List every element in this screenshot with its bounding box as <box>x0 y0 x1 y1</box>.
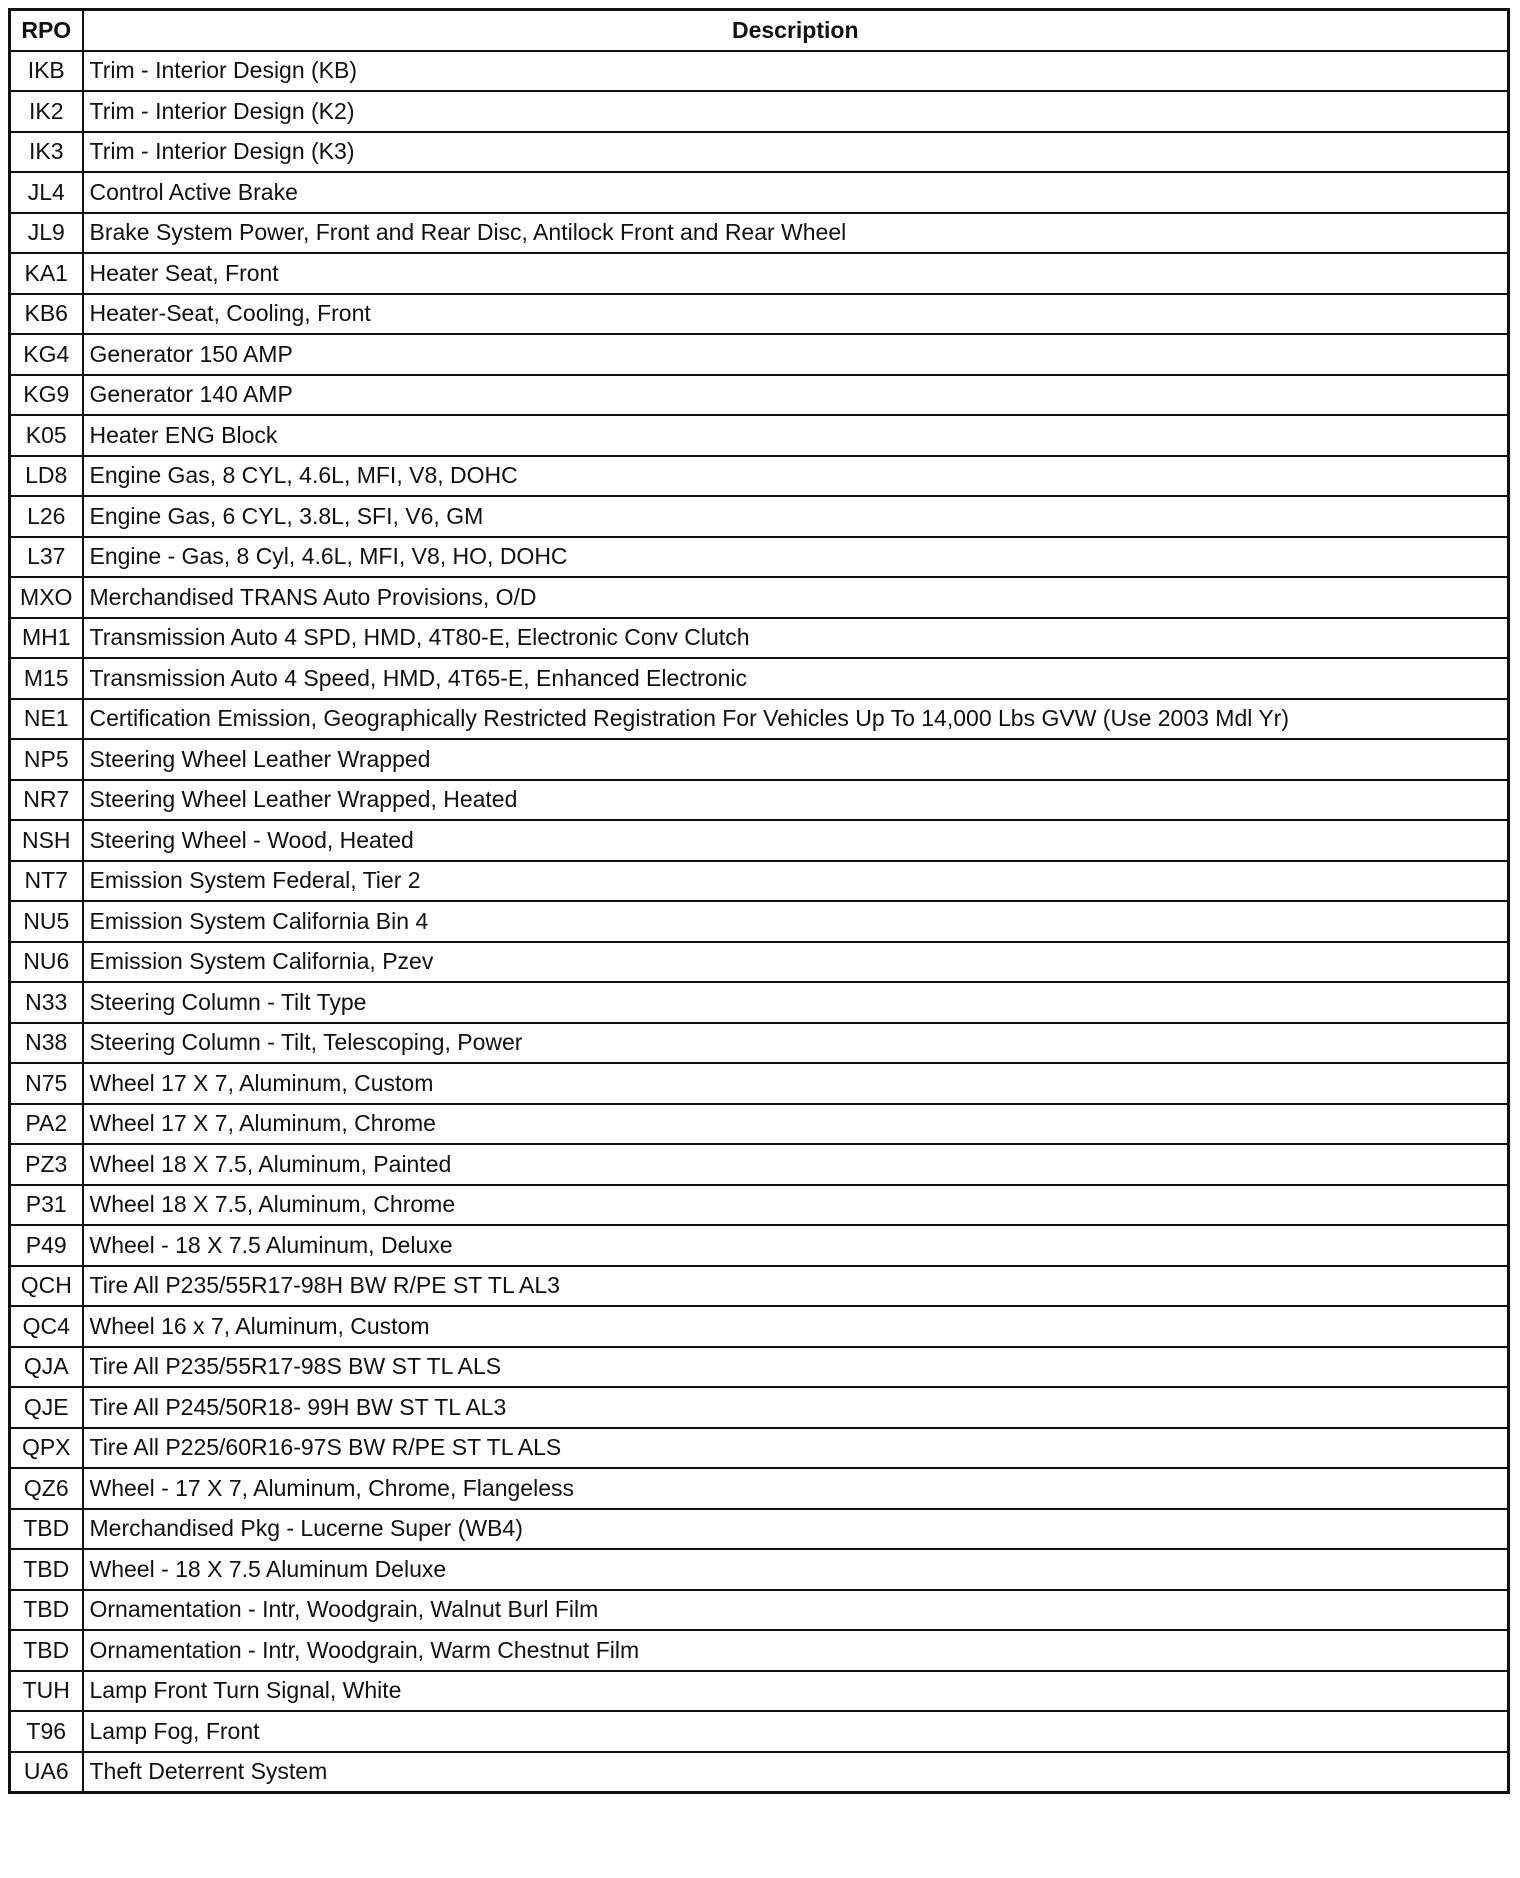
description-cell: Emission System California Bin 4 <box>83 901 1509 942</box>
rpo-code-cell: TBD <box>10 1590 83 1631</box>
rpo-code-cell: PA2 <box>10 1104 83 1145</box>
table-row <box>10 1063 1509 1104</box>
rpo-code-cell: QPX <box>10 1428 83 1469</box>
rpo-code-cell: KG9 <box>10 375 83 416</box>
table-row <box>10 1023 1509 1064</box>
table-row <box>10 1590 1509 1631</box>
description-cell: Steering Wheel Leather Wrapped <box>83 739 1509 780</box>
description-cell: Generator 150 AMP <box>83 334 1509 375</box>
table-row <box>10 820 1509 861</box>
description-cell: Steering Wheel Leather Wrapped, Heated <box>83 780 1509 821</box>
table-row <box>10 294 1509 335</box>
rpo-code-cell: QJA <box>10 1347 83 1388</box>
rpo-code-cell: PZ3 <box>10 1144 83 1185</box>
description-cell: Steering Column - Tilt, Telescoping, Power <box>83 1023 1509 1064</box>
rpo-code-cell: JL4 <box>10 172 83 213</box>
rpo-code-cell: QJE <box>10 1387 83 1428</box>
rpo-code-cell: N75 <box>10 1063 83 1104</box>
description-cell: Wheel - 18 X 7.5 Aluminum Deluxe <box>83 1549 1509 1590</box>
table-row <box>10 91 1509 132</box>
description-cell: Certification Emission, Geographically Restricted Registration For Vehicles Up To 14,000 Lbs GVW (Use 2003 Mdl Yr) <box>83 699 1509 740</box>
rpo-code-cell: P31 <box>10 1185 83 1226</box>
rpo-code-cell: TBD <box>10 1549 83 1590</box>
rpo-code-cell: M15 <box>10 658 83 699</box>
description-cell: Emission System California, Pzev <box>83 942 1509 983</box>
description-cell: Wheel 17 X 7, Aluminum, Custom <box>83 1063 1509 1104</box>
description-cell: Wheel 18 X 7.5, Aluminum, Painted <box>83 1144 1509 1185</box>
rpo-code-cell: IK2 <box>10 91 83 132</box>
rpo-code-cell: MH1 <box>10 618 83 659</box>
rpo-code-cell: TBD <box>10 1509 83 1550</box>
table-row <box>10 1468 1509 1509</box>
table-row <box>10 51 1509 92</box>
description-cell: Wheel 18 X 7.5, Aluminum, Chrome <box>83 1185 1509 1226</box>
rpo-code-cell: TBD <box>10 1630 83 1671</box>
rpo-code-cell: K05 <box>10 415 83 456</box>
table-row <box>10 334 1509 375</box>
rpo-code-cell: L37 <box>10 537 83 578</box>
description-cell: Tire All P235/55R17-98H BW R/PE ST TL AL3 <box>83 1266 1509 1307</box>
description-cell: Brake System Power, Front and Rear Disc, Antilock Front and Rear Wheel <box>83 213 1509 254</box>
description-cell: Wheel - 17 X 7, Aluminum, Chrome, Flangeless <box>83 1468 1509 1509</box>
description-cell: Trim - Interior Design (K2) <box>83 91 1509 132</box>
rpo-code-cell: QCH <box>10 1266 83 1307</box>
table-row <box>10 780 1509 821</box>
description-cell: Lamp Fog, Front <box>83 1711 1509 1752</box>
rpo-code-cell: NR7 <box>10 780 83 821</box>
description-cell: Trim - Interior Design (KB) <box>83 51 1509 92</box>
rpo-table <box>8 8 1510 1794</box>
description-cell: Heater ENG Block <box>83 415 1509 456</box>
rpo-column-header: RPO <box>10 10 83 51</box>
rpo-code-cell: QC4 <box>10 1306 83 1347</box>
description-cell: Ornamentation - Intr, Woodgrain, Walnut Burl Film <box>83 1590 1509 1631</box>
description-cell: Lamp Front Turn Signal, White <box>83 1671 1509 1712</box>
description-cell: Heater Seat, Front <box>83 253 1509 294</box>
rpo-code-cell: NU5 <box>10 901 83 942</box>
rpo-code-cell: KB6 <box>10 294 83 335</box>
description-cell: Generator 140 AMP <box>83 375 1509 416</box>
table-row <box>10 375 1509 416</box>
description-cell: Tire All P245/50R18- 99H BW ST TL AL3 <box>83 1387 1509 1428</box>
description-cell: Tire All P225/60R16-97S BW R/PE ST TL ALS <box>83 1428 1509 1469</box>
table-row <box>10 982 1509 1023</box>
table-row <box>10 1387 1509 1428</box>
rpo-code-cell: N38 <box>10 1023 83 1064</box>
description-cell: Trim - Interior Design (K3) <box>83 132 1509 173</box>
rpo-code-cell: P49 <box>10 1225 83 1266</box>
table-row <box>10 1266 1509 1307</box>
description-cell: Emission System Federal, Tier 2 <box>83 861 1509 902</box>
description-column-header: Description <box>83 10 1509 51</box>
rpo-code-cell: JL9 <box>10 213 83 254</box>
description-cell: Wheel - 18 X 7.5 Aluminum, Deluxe <box>83 1225 1509 1266</box>
rpo-code-cell: L26 <box>10 496 83 537</box>
table-row <box>10 253 1509 294</box>
description-cell: Ornamentation - Intr, Woodgrain, Warm Chestnut Film <box>83 1630 1509 1671</box>
description-cell: Wheel 16 x 7, Aluminum, Custom <box>83 1306 1509 1347</box>
rpo-code-cell: NT7 <box>10 861 83 902</box>
table-row <box>10 658 1509 699</box>
table-row <box>10 901 1509 942</box>
description-cell: Merchandised TRANS Auto Provisions, O/D <box>83 577 1509 618</box>
rpo-code-cell: NE1 <box>10 699 83 740</box>
table-row <box>10 1347 1509 1388</box>
rpo-code-cell: TUH <box>10 1671 83 1712</box>
table-row <box>10 132 1509 173</box>
rpo-code-cell: NP5 <box>10 739 83 780</box>
rpo-code-cell: NU6 <box>10 942 83 983</box>
header-row <box>10 10 1509 51</box>
table-row <box>10 1225 1509 1266</box>
description-cell: Heater-Seat, Cooling, Front <box>83 294 1509 335</box>
table-row <box>10 415 1509 456</box>
description-cell: Steering Wheel - Wood, Heated <box>83 820 1509 861</box>
table-body <box>10 51 1509 1793</box>
table-row <box>10 1549 1509 1590</box>
table-row <box>10 456 1509 497</box>
rpo-code-cell: QZ6 <box>10 1468 83 1509</box>
table-row <box>10 618 1509 659</box>
table-row <box>10 1630 1509 1671</box>
table-row <box>10 699 1509 740</box>
table-row <box>10 942 1509 983</box>
description-cell: Transmission Auto 4 Speed, HMD, 4T65-E, Enhanced Electronic <box>83 658 1509 699</box>
table-row <box>10 172 1509 213</box>
rpo-code-cell: MXO <box>10 577 83 618</box>
description-cell: Control Active Brake <box>83 172 1509 213</box>
rpo-code-cell: IKB <box>10 51 83 92</box>
table-row <box>10 1144 1509 1185</box>
table-row <box>10 1104 1509 1145</box>
table-row <box>10 1671 1509 1712</box>
rpo-code-cell: N33 <box>10 982 83 1023</box>
table-row <box>10 577 1509 618</box>
rpo-code-cell: KA1 <box>10 253 83 294</box>
table-header <box>10 10 1509 51</box>
table-row <box>10 861 1509 902</box>
table-row <box>10 1509 1509 1550</box>
table-row <box>10 496 1509 537</box>
rpo-code-cell: NSH <box>10 820 83 861</box>
table-row <box>10 1185 1509 1226</box>
rpo-code-cell: T96 <box>10 1711 83 1752</box>
description-cell: Engine - Gas, 8 Cyl, 4.6L, MFI, V8, HO, DOHC <box>83 537 1509 578</box>
rpo-code-cell: KG4 <box>10 334 83 375</box>
table-row <box>10 1752 1509 1793</box>
table-row <box>10 1428 1509 1469</box>
description-cell: Engine Gas, 6 CYL, 3.8L, SFI, V6, GM <box>83 496 1509 537</box>
description-cell: Merchandised Pkg - Lucerne Super (WB4) <box>83 1509 1509 1550</box>
description-cell: Theft Deterrent System <box>83 1752 1509 1793</box>
table-row <box>10 213 1509 254</box>
description-cell: Transmission Auto 4 SPD, HMD, 4T80-E, Electronic Conv Clutch <box>83 618 1509 659</box>
description-cell: Engine Gas, 8 CYL, 4.6L, MFI, V8, DOHC <box>83 456 1509 497</box>
rpo-code-cell: UA6 <box>10 1752 83 1793</box>
table-row <box>10 739 1509 780</box>
table-row <box>10 537 1509 578</box>
rpo-code-cell: LD8 <box>10 456 83 497</box>
description-cell: Steering Column - Tilt Type <box>83 982 1509 1023</box>
description-cell: Tire All P235/55R17-98S BW ST TL ALS <box>83 1347 1509 1388</box>
table-row <box>10 1306 1509 1347</box>
description-cell: Wheel 17 X 7, Aluminum, Chrome <box>83 1104 1509 1145</box>
table-row <box>10 1711 1509 1752</box>
rpo-code-cell: IK3 <box>10 132 83 173</box>
